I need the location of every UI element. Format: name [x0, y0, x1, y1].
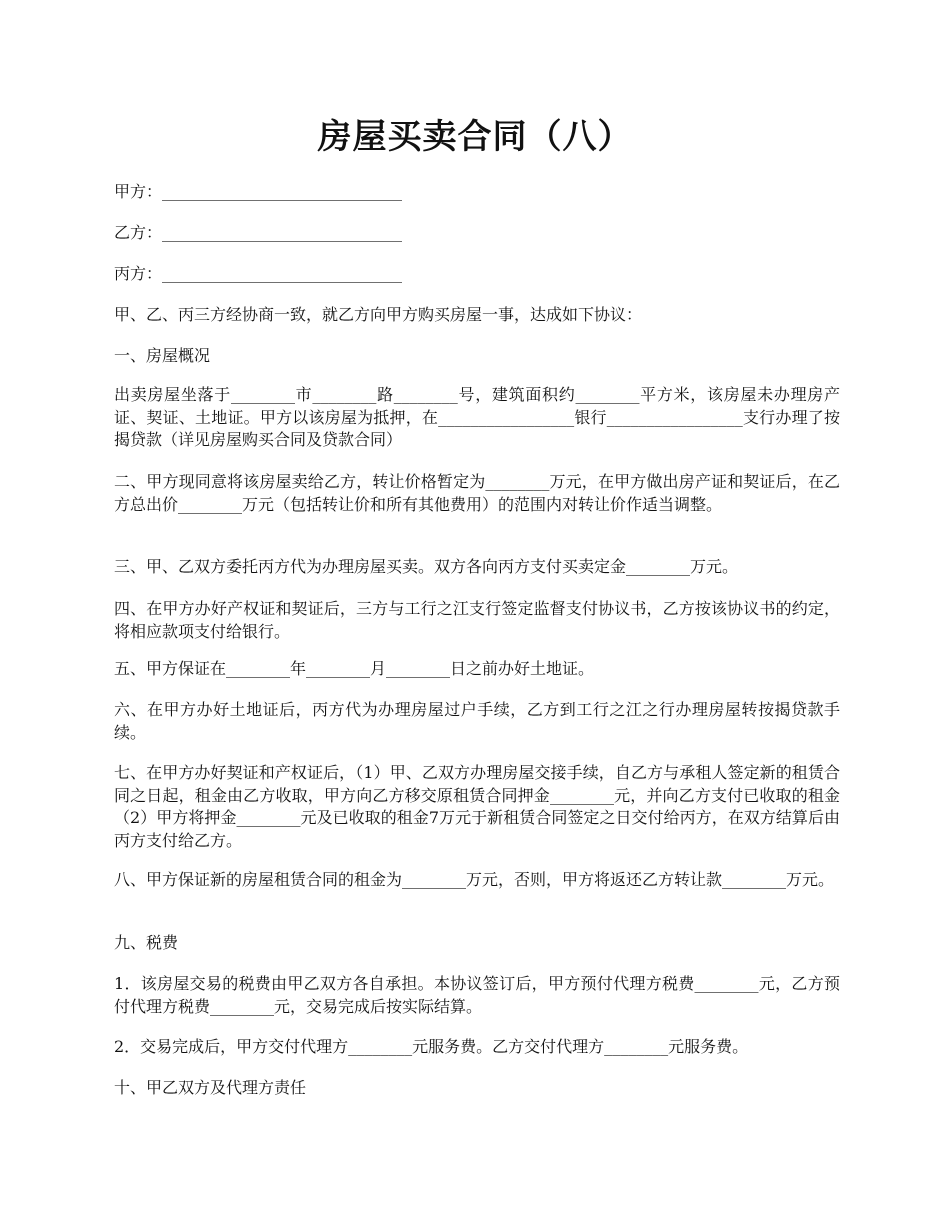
party-b-line: 乙方：______________________________ [114, 223, 403, 242]
section-heading: 十、甲乙双方及代理方责任 [114, 1078, 307, 1097]
section-heading: 一、房屋概况 [114, 346, 211, 365]
clause-paragraph: 2．交易完成后，甲方交付代理方________元服务费。乙方交付代理方________元服务费。 [114, 1037, 749, 1056]
clause-paragraph: 四、在甲方办好产权证和契证后，三方与工行之江支行签定监督支付协议书，乙方按该协议书的约定，将相应款项支付给银行。 [114, 599, 840, 641]
party-c-line: 丙方：______________________________ [114, 264, 403, 283]
preamble-paragraph: 甲、乙、丙三方经协商一致，就乙方向甲方购买房屋一事，达成如下协议： [114, 305, 643, 324]
clause-paragraph: 六、在甲方办好土地证后，丙方代为办理房屋过户手续，乙方到工行之江之行办理房屋转按揭贷款手续。 [114, 700, 840, 742]
party-a-line: 甲方：______________________________ [114, 182, 403, 201]
clause-paragraph: 八、甲方保证新的房屋租赁合同的租金为________万元，否则，甲方将返还乙方转让款________万元。 [114, 870, 835, 889]
clause-paragraph: 二、甲方现同意将该房屋卖给乙方，转让价格暂定为________万元，在甲方做出房产证和契证后，在乙方总出价________万元（包括转让价和所有其他费用）的范围内对转让价作适当调整。 [114, 472, 840, 514]
clause-paragraph: 七、在甲方办好契证和产权证后，（1）甲、乙双方办理房屋交接手续，自乙方与承租人签定新的租赁合同之日起，租金由乙方收取，甲方向乙方移交原租赁合同押金________元，并向乙方支付已收取的租金（2）甲方将押金________元及已收取的租金7万元于新租赁合同签定之日交付给丙方，在双方结算后由丙方支付给乙方。 [114, 763, 840, 850]
clause-paragraph: 出卖房屋坐落于________市________路________号，建筑面积约________平方米，该房屋未办理房产证、契证、土地证。甲方以该房屋为抵押，在_________________银行_________________支行办理了按揭贷款（详见房屋购买合同及贷款合同） [114, 385, 840, 449]
clause-paragraph: 1．该房屋交易的税费由甲乙双方各自承担。本协议签订后，甲方预付代理方税费________元，乙方预付代理方税费________元，交易完成后按实际结算。 [114, 974, 840, 1016]
section-heading: 九、税费 [114, 933, 179, 952]
clause-paragraph: 三、甲、乙双方委托丙方代为办理房屋买卖。双方各向丙方支付买卖定金________万元。 [114, 557, 739, 576]
clause-paragraph: 五、甲方保证在________年________月________日之前办好土地证。 [114, 659, 595, 678]
document-title: 房屋买卖合同（八） [317, 117, 633, 157]
